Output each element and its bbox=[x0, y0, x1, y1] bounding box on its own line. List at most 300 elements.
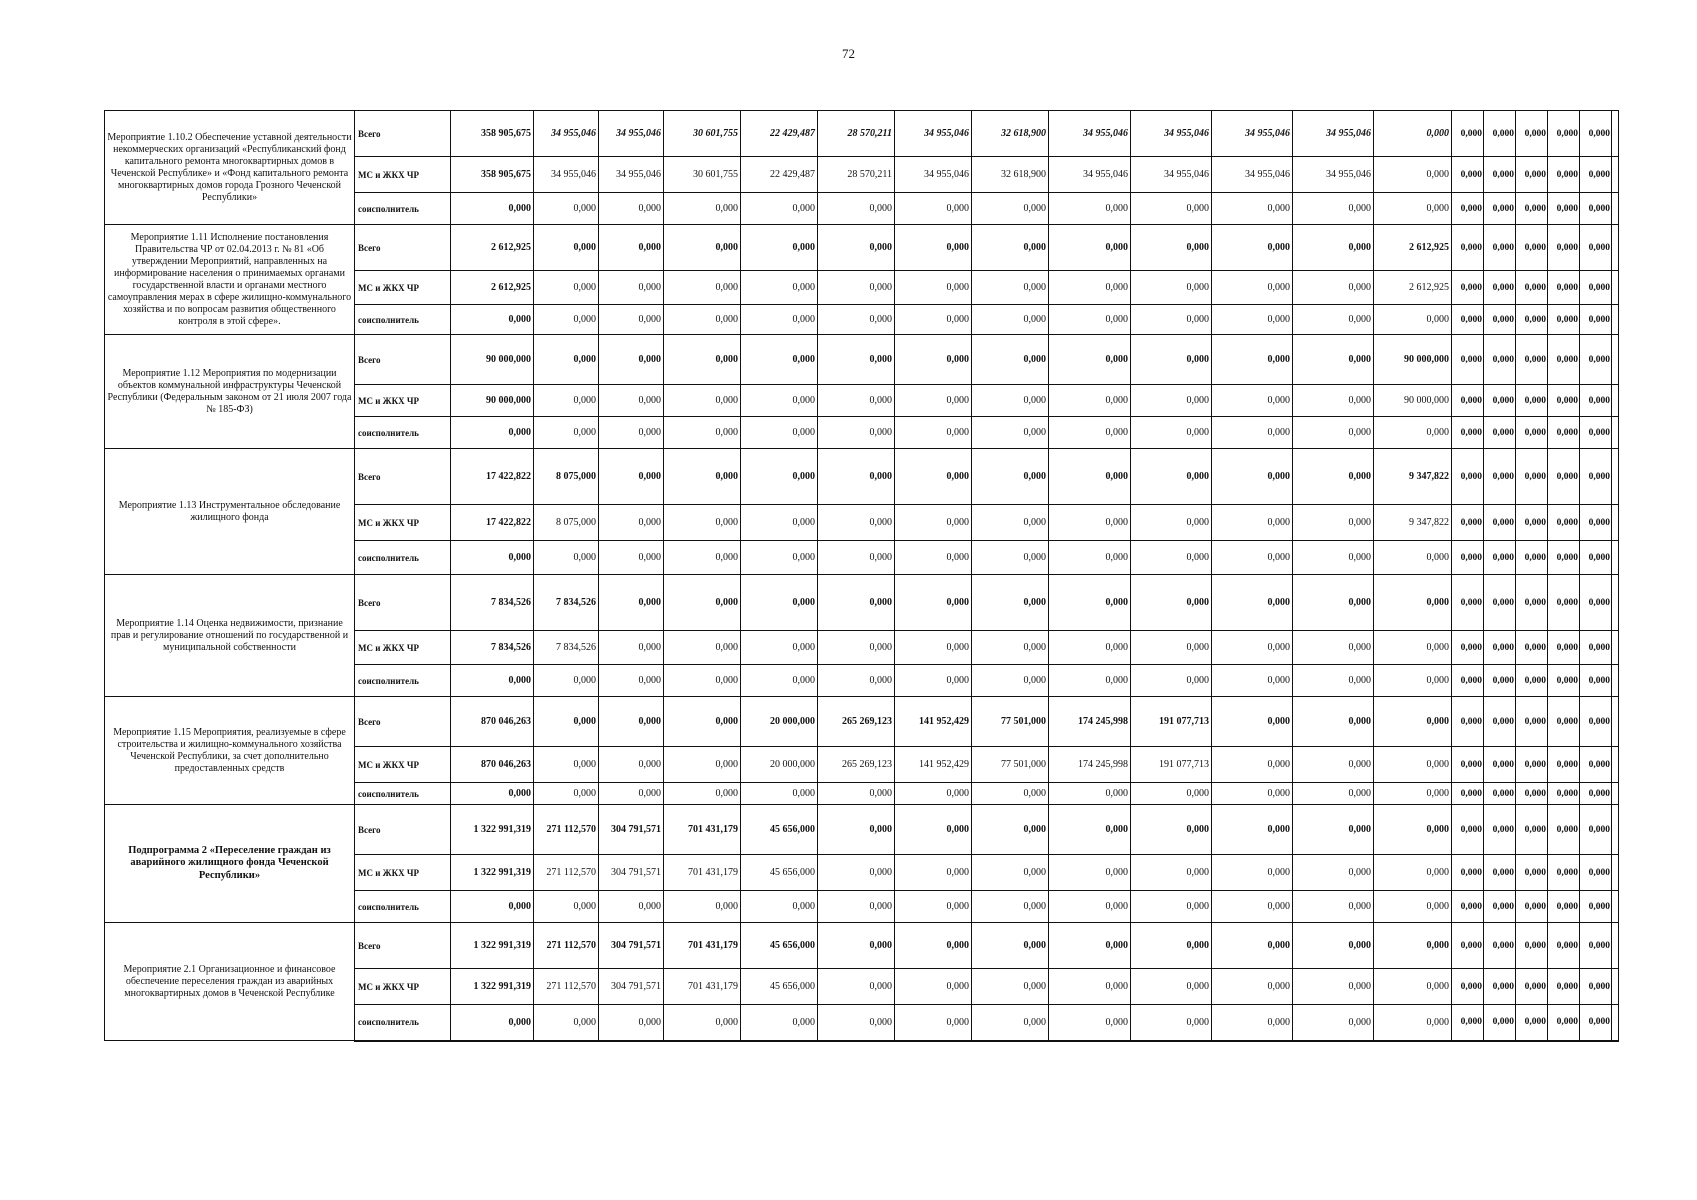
year-value: 0,000 bbox=[1049, 969, 1131, 1005]
extra-value: 0,000 bbox=[1516, 417, 1548, 449]
table-row bbox=[105, 923, 1619, 969]
total-value: 870 046,263 bbox=[451, 747, 534, 783]
extra-value: 0,000 bbox=[1580, 417, 1612, 449]
year-value: 0,000 bbox=[818, 335, 895, 385]
year-value: 22 429,487 bbox=[741, 111, 818, 157]
extra-value: 0,000 bbox=[1548, 631, 1580, 665]
year-value: 0,000 bbox=[534, 697, 599, 747]
edge-cell bbox=[1612, 417, 1619, 449]
year-value: 0,000 bbox=[534, 783, 599, 805]
extra-value: 0,000 bbox=[1516, 193, 1548, 225]
extra-value: 0,000 bbox=[1516, 1005, 1548, 1041]
year-value: 0,000 bbox=[1374, 783, 1452, 805]
year-value: 0,000 bbox=[599, 271, 664, 305]
extra-value: 0,000 bbox=[1484, 111, 1516, 157]
year-value: 701 431,179 bbox=[664, 923, 741, 969]
measure-title: Мероприятие 1.13 Инструментальное обследование жилищного фонда bbox=[105, 449, 355, 575]
year-value: 0,000 bbox=[895, 665, 972, 697]
year-value: 304 791,571 bbox=[599, 805, 664, 855]
year-value: 0,000 bbox=[972, 805, 1049, 855]
funding-source: Всего bbox=[355, 449, 451, 505]
extra-value: 0,000 bbox=[1452, 969, 1484, 1005]
extra-value: 0,000 bbox=[1484, 417, 1516, 449]
extra-value: 0,000 bbox=[1452, 335, 1484, 385]
extra-value: 0,000 bbox=[1580, 541, 1612, 575]
total-value: 358 905,675 bbox=[451, 111, 534, 157]
year-value: 0,000 bbox=[1212, 855, 1293, 891]
total-value: 0,000 bbox=[451, 541, 534, 575]
year-value: 90 000,000 bbox=[1374, 335, 1452, 385]
year-value: 20 000,000 bbox=[741, 747, 818, 783]
year-value: 0,000 bbox=[1049, 305, 1131, 335]
funding-source: Всего bbox=[355, 697, 451, 747]
year-value: 0,000 bbox=[972, 385, 1049, 417]
funding-source: МС и ЖКХ ЧР bbox=[355, 969, 451, 1005]
extra-value: 0,000 bbox=[1452, 1005, 1484, 1041]
edge-cell bbox=[1612, 1005, 1619, 1041]
year-value: 0,000 bbox=[664, 747, 741, 783]
extra-value: 0,000 bbox=[1484, 631, 1516, 665]
year-value: 191 077,713 bbox=[1131, 697, 1212, 747]
extra-value: 0,000 bbox=[1548, 1005, 1580, 1041]
year-value: 34 955,046 bbox=[599, 157, 664, 193]
extra-value: 0,000 bbox=[1516, 225, 1548, 271]
extra-value: 0,000 bbox=[1516, 665, 1548, 697]
year-value: 0,000 bbox=[895, 783, 972, 805]
year-value: 0,000 bbox=[818, 417, 895, 449]
year-value: 0,000 bbox=[534, 385, 599, 417]
year-value: 0,000 bbox=[741, 783, 818, 805]
year-value: 271 112,570 bbox=[534, 923, 599, 969]
year-value: 0,000 bbox=[1131, 193, 1212, 225]
year-value: 701 431,179 bbox=[664, 805, 741, 855]
funding-source: соисполнитель bbox=[355, 193, 451, 225]
extra-value: 0,000 bbox=[1580, 305, 1612, 335]
year-value: 20 000,000 bbox=[741, 697, 818, 747]
year-value: 0,000 bbox=[1374, 1005, 1452, 1041]
extra-value: 0,000 bbox=[1580, 157, 1612, 193]
extra-value: 0,000 bbox=[1548, 969, 1580, 1005]
year-value: 0,000 bbox=[1293, 575, 1374, 631]
year-value: 0,000 bbox=[1374, 541, 1452, 575]
extra-value: 0,000 bbox=[1484, 449, 1516, 505]
year-value: 0,000 bbox=[599, 697, 664, 747]
year-value: 30 601,755 bbox=[664, 157, 741, 193]
year-value: 0,000 bbox=[1212, 575, 1293, 631]
year-value: 0,000 bbox=[972, 855, 1049, 891]
extra-value: 0,000 bbox=[1548, 783, 1580, 805]
year-value: 0,000 bbox=[534, 335, 599, 385]
edge-cell bbox=[1612, 575, 1619, 631]
edge-cell bbox=[1612, 541, 1619, 575]
extra-value: 0,000 bbox=[1516, 157, 1548, 193]
year-value: 0,000 bbox=[972, 193, 1049, 225]
extra-value: 0,000 bbox=[1452, 747, 1484, 783]
extra-value: 0,000 bbox=[1484, 697, 1516, 747]
year-value: 0,000 bbox=[972, 575, 1049, 631]
year-value: 0,000 bbox=[1049, 783, 1131, 805]
year-value: 0,000 bbox=[741, 665, 818, 697]
year-value: 0,000 bbox=[1374, 575, 1452, 631]
funding-source: соисполнитель bbox=[355, 1005, 451, 1041]
total-value: 0,000 bbox=[451, 665, 534, 697]
year-value: 0,000 bbox=[664, 225, 741, 271]
year-value: 0,000 bbox=[818, 505, 895, 541]
edge-cell bbox=[1612, 747, 1619, 783]
year-value: 0,000 bbox=[1131, 225, 1212, 271]
year-value: 701 431,179 bbox=[664, 969, 741, 1005]
year-value: 0,000 bbox=[1293, 697, 1374, 747]
edge-cell bbox=[1612, 631, 1619, 665]
total-value: 0,000 bbox=[451, 417, 534, 449]
year-value: 0,000 bbox=[895, 805, 972, 855]
year-value: 0,000 bbox=[1131, 541, 1212, 575]
table-row bbox=[105, 111, 1619, 157]
extra-value: 0,000 bbox=[1516, 335, 1548, 385]
year-value: 22 429,487 bbox=[741, 157, 818, 193]
extra-value: 0,000 bbox=[1516, 305, 1548, 335]
funding-source: МС и ЖКХ ЧР bbox=[355, 747, 451, 783]
year-value: 0,000 bbox=[1049, 1005, 1131, 1041]
year-value: 34 955,046 bbox=[895, 111, 972, 157]
extra-value: 0,000 bbox=[1580, 855, 1612, 891]
year-value: 0,000 bbox=[895, 891, 972, 923]
year-value: 0,000 bbox=[1212, 1005, 1293, 1041]
year-value: 0,000 bbox=[895, 305, 972, 335]
extra-value: 0,000 bbox=[1484, 747, 1516, 783]
extra-value: 0,000 bbox=[1484, 855, 1516, 891]
extra-value: 0,000 bbox=[1484, 665, 1516, 697]
year-value: 0,000 bbox=[895, 225, 972, 271]
year-value: 0,000 bbox=[1131, 1005, 1212, 1041]
edge-cell bbox=[1612, 505, 1619, 541]
extra-value: 0,000 bbox=[1452, 111, 1484, 157]
year-value: 2 612,925 bbox=[1374, 271, 1452, 305]
extra-value: 0,000 bbox=[1548, 747, 1580, 783]
year-value: 0,000 bbox=[599, 505, 664, 541]
year-value: 0,000 bbox=[1293, 1005, 1374, 1041]
year-value: 0,000 bbox=[895, 417, 972, 449]
year-value: 0,000 bbox=[818, 271, 895, 305]
edge-cell bbox=[1612, 157, 1619, 193]
total-value: 1 322 991,319 bbox=[451, 855, 534, 891]
extra-value: 0,000 bbox=[1548, 805, 1580, 855]
year-value: 0,000 bbox=[818, 305, 895, 335]
year-value: 0,000 bbox=[599, 541, 664, 575]
funding-source: Всего bbox=[355, 335, 451, 385]
year-value: 34 955,046 bbox=[1212, 111, 1293, 157]
year-value: 0,000 bbox=[1293, 305, 1374, 335]
edge-cell bbox=[1612, 783, 1619, 805]
year-value: 0,000 bbox=[1049, 575, 1131, 631]
year-value: 0,000 bbox=[972, 305, 1049, 335]
year-value: 0,000 bbox=[818, 575, 895, 631]
year-value: 0,000 bbox=[741, 1005, 818, 1041]
year-value: 34 955,046 bbox=[534, 111, 599, 157]
measure-title: Мероприятие 1.15 Мероприятия, реализуемые в сфере строительства и жилищно-коммунального хозяйства Чеченской Республики, за счет дополнительно предоставленных средств bbox=[105, 697, 355, 805]
year-value: 34 955,046 bbox=[534, 157, 599, 193]
year-value: 0,000 bbox=[664, 505, 741, 541]
total-value: 870 046,263 bbox=[451, 697, 534, 747]
year-value: 0,000 bbox=[664, 541, 741, 575]
extra-value: 0,000 bbox=[1548, 665, 1580, 697]
year-value: 0,000 bbox=[1374, 747, 1452, 783]
total-value: 1 322 991,319 bbox=[451, 969, 534, 1005]
year-value: 0,000 bbox=[1049, 665, 1131, 697]
funding-source: Всего bbox=[355, 111, 451, 157]
year-value: 0,000 bbox=[741, 505, 818, 541]
year-value: 0,000 bbox=[664, 335, 741, 385]
year-value: 0,000 bbox=[741, 305, 818, 335]
total-value: 1 322 991,319 bbox=[451, 805, 534, 855]
measure-title: Мероприятие 1.10.2 Обеспечение уставной деятельности некоммерческих организаций «Республиканский фонд капитального ремонта многоквартирных домов в Чеченской Республике» и «Фонд капитального ремонта многоквартирных домов города Грозного Чеченской Республики» bbox=[105, 111, 355, 225]
extra-value: 0,000 bbox=[1516, 783, 1548, 805]
extra-value: 0,000 bbox=[1452, 271, 1484, 305]
year-value: 174 245,998 bbox=[1049, 697, 1131, 747]
year-value: 0,000 bbox=[599, 575, 664, 631]
extra-value: 0,000 bbox=[1452, 305, 1484, 335]
year-value: 0,000 bbox=[1131, 891, 1212, 923]
year-value: 34 955,046 bbox=[1293, 111, 1374, 157]
edge-cell bbox=[1612, 697, 1619, 747]
extra-value: 0,000 bbox=[1580, 335, 1612, 385]
total-value: 0,000 bbox=[451, 1005, 534, 1041]
extra-value: 0,000 bbox=[1452, 783, 1484, 805]
extra-value: 0,000 bbox=[1580, 891, 1612, 923]
edge-cell bbox=[1612, 855, 1619, 891]
year-value: 2 612,925 bbox=[1374, 225, 1452, 271]
total-value: 0,000 bbox=[451, 305, 534, 335]
extra-value: 0,000 bbox=[1484, 891, 1516, 923]
year-value: 0,000 bbox=[1374, 923, 1452, 969]
table-row bbox=[105, 225, 1619, 271]
extra-value: 0,000 bbox=[1548, 449, 1580, 505]
extra-value: 0,000 bbox=[1452, 505, 1484, 541]
extra-value: 0,000 bbox=[1484, 505, 1516, 541]
funding-source: соисполнитель bbox=[355, 305, 451, 335]
year-value: 0,000 bbox=[1131, 385, 1212, 417]
extra-value: 0,000 bbox=[1484, 385, 1516, 417]
year-value: 0,000 bbox=[818, 783, 895, 805]
year-value: 0,000 bbox=[1212, 697, 1293, 747]
year-value: 0,000 bbox=[1131, 855, 1212, 891]
year-value: 0,000 bbox=[1374, 805, 1452, 855]
year-value: 0,000 bbox=[1131, 335, 1212, 385]
year-value: 0,000 bbox=[1049, 505, 1131, 541]
funding-source: соисполнитель bbox=[355, 891, 451, 923]
year-value: 0,000 bbox=[972, 335, 1049, 385]
year-value: 0,000 bbox=[1212, 747, 1293, 783]
funding-source: соисполнитель bbox=[355, 783, 451, 805]
year-value: 0,000 bbox=[972, 225, 1049, 271]
year-value: 0,000 bbox=[1293, 541, 1374, 575]
year-value: 0,000 bbox=[895, 855, 972, 891]
year-value: 0,000 bbox=[1293, 783, 1374, 805]
year-value: 0,000 bbox=[664, 385, 741, 417]
year-value: 0,000 bbox=[818, 631, 895, 665]
extra-value: 0,000 bbox=[1548, 335, 1580, 385]
funding-source: соисполнитель bbox=[355, 417, 451, 449]
year-value: 304 791,571 bbox=[599, 969, 664, 1005]
funding-source: соисполнитель bbox=[355, 541, 451, 575]
year-value: 0,000 bbox=[972, 891, 1049, 923]
year-value: 0,000 bbox=[664, 697, 741, 747]
year-value: 0,000 bbox=[741, 385, 818, 417]
total-value: 0,000 bbox=[451, 193, 534, 225]
extra-value: 0,000 bbox=[1516, 891, 1548, 923]
extra-value: 0,000 bbox=[1548, 193, 1580, 225]
year-value: 0,000 bbox=[1293, 747, 1374, 783]
edge-cell bbox=[1612, 335, 1619, 385]
year-value: 0,000 bbox=[664, 271, 741, 305]
extra-value: 0,000 bbox=[1484, 271, 1516, 305]
year-value: 0,000 bbox=[1212, 417, 1293, 449]
year-value: 0,000 bbox=[818, 805, 895, 855]
year-value: 0,000 bbox=[1212, 305, 1293, 335]
year-value: 0,000 bbox=[1212, 335, 1293, 385]
extra-value: 0,000 bbox=[1452, 891, 1484, 923]
extra-value: 0,000 bbox=[1484, 305, 1516, 335]
extra-value: 0,000 bbox=[1548, 541, 1580, 575]
year-value: 0,000 bbox=[972, 665, 1049, 697]
extra-value: 0,000 bbox=[1516, 541, 1548, 575]
extra-value: 0,000 bbox=[1580, 225, 1612, 271]
year-value: 0,000 bbox=[741, 631, 818, 665]
year-value: 90 000,000 bbox=[1374, 385, 1452, 417]
year-value: 0,000 bbox=[1131, 923, 1212, 969]
year-value: 0,000 bbox=[1374, 111, 1452, 157]
year-value: 0,000 bbox=[1049, 631, 1131, 665]
extra-value: 0,000 bbox=[1580, 665, 1612, 697]
year-value: 271 112,570 bbox=[534, 969, 599, 1005]
year-value: 45 656,000 bbox=[741, 805, 818, 855]
extra-value: 0,000 bbox=[1516, 631, 1548, 665]
year-value: 0,000 bbox=[741, 891, 818, 923]
year-value: 0,000 bbox=[1049, 855, 1131, 891]
year-value: 8 075,000 bbox=[534, 449, 599, 505]
extra-value: 0,000 bbox=[1548, 225, 1580, 271]
year-value: 9 347,822 bbox=[1374, 505, 1452, 541]
year-value: 0,000 bbox=[664, 305, 741, 335]
measure-title: Мероприятие 1.14 Оценка недвижимости, признание прав и регулирование отношений по государственной и муниципальной собственности bbox=[105, 575, 355, 697]
extra-value: 0,000 bbox=[1516, 747, 1548, 783]
year-value: 9 347,822 bbox=[1374, 449, 1452, 505]
extra-value: 0,000 bbox=[1516, 805, 1548, 855]
year-value: 0,000 bbox=[1049, 417, 1131, 449]
extra-value: 0,000 bbox=[1580, 193, 1612, 225]
year-value: 0,000 bbox=[1212, 271, 1293, 305]
year-value: 30 601,755 bbox=[664, 111, 741, 157]
extra-value: 0,000 bbox=[1516, 385, 1548, 417]
year-value: 34 955,046 bbox=[1212, 157, 1293, 193]
year-value: 0,000 bbox=[1131, 805, 1212, 855]
year-value: 0,000 bbox=[1212, 449, 1293, 505]
year-value: 34 955,046 bbox=[1049, 111, 1131, 157]
year-value: 141 952,429 bbox=[895, 747, 972, 783]
extra-value: 0,000 bbox=[1580, 923, 1612, 969]
year-value: 141 952,429 bbox=[895, 697, 972, 747]
year-value: 0,000 bbox=[972, 505, 1049, 541]
total-value: 90 000,000 bbox=[451, 335, 534, 385]
year-value: 34 955,046 bbox=[1293, 157, 1374, 193]
year-value: 0,000 bbox=[1293, 385, 1374, 417]
table-row bbox=[105, 449, 1619, 505]
year-value: 0,000 bbox=[1374, 305, 1452, 335]
year-value: 34 955,046 bbox=[1131, 157, 1212, 193]
total-value: 7 834,526 bbox=[451, 631, 534, 665]
year-value: 0,000 bbox=[1049, 891, 1131, 923]
year-value: 7 834,526 bbox=[534, 575, 599, 631]
year-value: 0,000 bbox=[1293, 805, 1374, 855]
year-value: 0,000 bbox=[1374, 193, 1452, 225]
year-value: 0,000 bbox=[895, 505, 972, 541]
extra-value: 0,000 bbox=[1548, 305, 1580, 335]
year-value: 0,000 bbox=[534, 271, 599, 305]
year-value: 0,000 bbox=[1293, 665, 1374, 697]
year-value: 0,000 bbox=[895, 541, 972, 575]
measure-title: Мероприятие 1.12 Мероприятия по модернизации объектов коммунальной инфраструктуры Чеченской Республики (Федеральным законом от 21 июля 2007 года № 185-ФЗ) bbox=[105, 335, 355, 449]
total-value: 0,000 bbox=[451, 891, 534, 923]
extra-value: 0,000 bbox=[1516, 505, 1548, 541]
funding-source: МС и ЖКХ ЧР bbox=[355, 631, 451, 665]
year-value: 0,000 bbox=[1131, 271, 1212, 305]
year-value: 0,000 bbox=[534, 1005, 599, 1041]
extra-value: 0,000 bbox=[1580, 631, 1612, 665]
extra-value: 0,000 bbox=[1548, 417, 1580, 449]
year-value: 0,000 bbox=[972, 631, 1049, 665]
extra-value: 0,000 bbox=[1516, 969, 1548, 1005]
year-value: 0,000 bbox=[1131, 417, 1212, 449]
year-value: 0,000 bbox=[1049, 805, 1131, 855]
year-value: 0,000 bbox=[534, 747, 599, 783]
extra-value: 0,000 bbox=[1484, 969, 1516, 1005]
year-value: 0,000 bbox=[741, 335, 818, 385]
year-value: 0,000 bbox=[664, 891, 741, 923]
funding-source: МС и ЖКХ ЧР bbox=[355, 385, 451, 417]
year-value: 0,000 bbox=[1374, 969, 1452, 1005]
table-row bbox=[105, 575, 1619, 631]
year-value: 0,000 bbox=[1212, 665, 1293, 697]
year-value: 0,000 bbox=[1293, 505, 1374, 541]
extra-value: 0,000 bbox=[1452, 541, 1484, 575]
extra-value: 0,000 bbox=[1580, 697, 1612, 747]
extra-value: 0,000 bbox=[1484, 541, 1516, 575]
year-value: 0,000 bbox=[1212, 923, 1293, 969]
extra-value: 0,000 bbox=[1548, 855, 1580, 891]
extra-value: 0,000 bbox=[1484, 575, 1516, 631]
year-value: 0,000 bbox=[664, 449, 741, 505]
year-value: 701 431,179 bbox=[664, 855, 741, 891]
year-value: 0,000 bbox=[1293, 417, 1374, 449]
year-value: 0,000 bbox=[972, 417, 1049, 449]
extra-value: 0,000 bbox=[1580, 575, 1612, 631]
extra-value: 0,000 bbox=[1580, 805, 1612, 855]
extra-value: 0,000 bbox=[1580, 271, 1612, 305]
year-value: 0,000 bbox=[1049, 335, 1131, 385]
year-value: 0,000 bbox=[1212, 891, 1293, 923]
year-value: 0,000 bbox=[534, 417, 599, 449]
year-value: 0,000 bbox=[895, 385, 972, 417]
extra-value: 0,000 bbox=[1548, 111, 1580, 157]
year-value: 0,000 bbox=[599, 631, 664, 665]
year-value: 0,000 bbox=[599, 747, 664, 783]
year-value: 8 075,000 bbox=[534, 505, 599, 541]
extra-value: 0,000 bbox=[1452, 449, 1484, 505]
year-value: 0,000 bbox=[1293, 969, 1374, 1005]
year-value: 0,000 bbox=[1049, 193, 1131, 225]
year-value: 0,000 bbox=[818, 449, 895, 505]
year-value: 0,000 bbox=[1212, 193, 1293, 225]
